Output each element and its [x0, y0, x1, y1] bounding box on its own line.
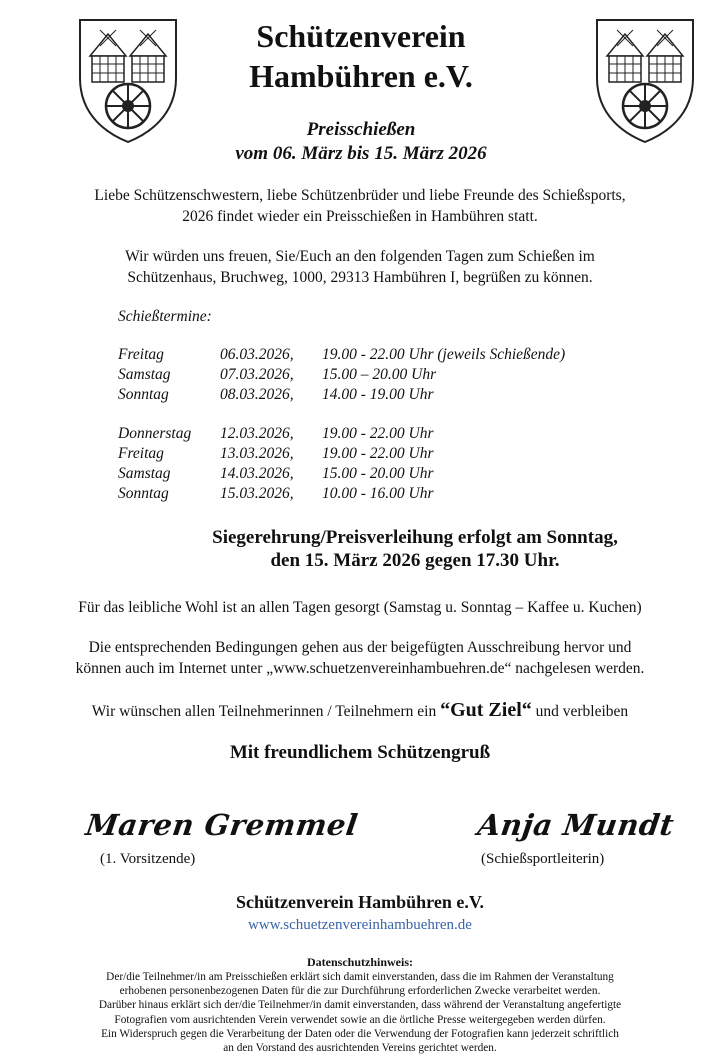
conditions-line: können auch im Internet unter „www.schuetzenvereinhambuehren.de“ nachgelesen werden. [75, 660, 645, 677]
schedule-day: Freitag [118, 346, 164, 363]
gut-ziel-highlight: “Gut Ziel“ [440, 699, 532, 721]
schedule-date: 14.03.2026, [220, 465, 294, 482]
invitation-line: Schützenhaus, Bruchweg, 1000, 29313 Hambühren I, begrüßen zu können. [127, 269, 593, 286]
schedule-time: 19.00 - 22.00 Uhr [322, 425, 434, 442]
schedule-time: 10.00 - 16.00 Uhr [322, 485, 434, 502]
invitation-line: Wir würden uns freuen, Sie/Euch an den folgenden Tagen zum Schießen im [125, 248, 595, 265]
award-line: Siegerehrung/Preisverleihung erfolgt am Sonntag, [212, 527, 618, 548]
signature-right-role: (Schießsportleiterin) [481, 851, 605, 867]
wish-line [0, 700, 720, 722]
schedule-day: Samstag [118, 366, 171, 383]
privacy-title: Datenschutzhinweis: [306, 955, 413, 969]
invitation-paragraph [0, 246, 720, 288]
conditions-paragraph [0, 637, 720, 679]
intro-line: Liebe Schützenschwestern, liebe Schützenbrüder und liebe Freunde des Schießsports, [94, 187, 626, 204]
schedule-date: 15.03.2026, [220, 485, 294, 502]
schedule-row [118, 345, 565, 365]
schedule-row [118, 385, 565, 405]
schedule-day: Sonntag [118, 386, 169, 403]
award-notice [170, 526, 660, 572]
schedule-row [118, 365, 565, 385]
catering-text: Für das leibliche Wohl ist an allen Tagen gesorgt (Samstag u. Sonntag – Kaffee u. Kuchen) [78, 599, 642, 616]
schedule-row [118, 424, 434, 444]
footer-org-name: Schützenverein Hambühren e.V. [235, 892, 485, 912]
schedule-time: 15.00 – 20.00 Uhr [322, 366, 437, 383]
title-line-2: Hambühren e.V. [249, 58, 473, 94]
schedule-date: 08.03.2026, [220, 386, 294, 403]
schedule-time: 19.00 - 22.00 Uhr [322, 445, 434, 462]
event-heading [180, 118, 542, 166]
event-dates: vom 06. März bis 15. März 2026 [235, 143, 487, 164]
schedule-row [118, 464, 434, 484]
schedule-time: 15.00 - 20.00 Uhr [322, 465, 434, 482]
schedule-date: 07.03.2026, [220, 366, 294, 383]
schedule-day: Samstag [118, 465, 171, 482]
event-name: Preisschießen [306, 119, 416, 140]
signature-left-role: (1. Vorsitzende) [100, 851, 196, 867]
wish-text: Wir wünschen allen Teilnehmerinnen / Teilnehmern ein [91, 703, 437, 720]
footer-website-link[interactable]: www.schuetzenvereinhambuehren.de [248, 917, 472, 933]
intro-paragraph [0, 185, 720, 227]
schedule-week-1 [118, 345, 565, 405]
schedule-row [118, 444, 434, 464]
conditions-line: Die entsprechenden Bedingungen gehen aus der beigefügten Ausschreibung hervor und [88, 639, 632, 656]
schedule-row [118, 484, 434, 504]
signature-right: Anja Mundt [475, 808, 677, 842]
intro-line: 2026 findet wieder ein Preisschießen in Hambühren statt. [182, 208, 538, 225]
signature-left: Maren Gremmel [83, 808, 361, 842]
schedule-day: Freitag [118, 445, 164, 462]
privacy-line: Der/die Teilnehmer/in am Preisschießen erklärt sich damit einverstanden, dass die im Rahmen der Veranstaltung [106, 971, 614, 983]
schedule-date: 13.03.2026, [220, 445, 294, 462]
schedule-heading: Schießtermine: [118, 308, 212, 325]
coat-of-arms-left [76, 16, 180, 146]
privacy-line: erhobenen personenbezogenen Daten für die zur Durchführung erforderlichen Zwecke verarbeitet werden. [119, 985, 601, 998]
schedule-date: 06.03.2026, [220, 346, 294, 363]
schedule-date: 12.03.2026, [220, 425, 294, 442]
privacy-line: Ein Widerspruch gegen die Verarbeitung der Daten oder die Verwendung der Fotografien kann jederzeit schriftlich [101, 1027, 619, 1040]
wish-text-end: und verbleiben [535, 703, 629, 720]
schedule-day: Donnerstag [118, 425, 192, 442]
schedule-time: 14.00 - 19.00 Uhr [322, 386, 434, 403]
privacy-line: Darüber hinaus erklärt sich der/die Teilnehmer/in damit einverstanden, dass während der Veranstaltung angefertigte [98, 999, 622, 1012]
privacy-line: an den Vorstand des ausrichtenden Vereins gerichtet werden. [223, 1042, 497, 1055]
privacy-line: Fotografien vom ausrichtenden Verein verwendet sowie an die örtliche Presse weitergegeben werden dürfen. [114, 1013, 606, 1026]
schedule-time: 19.00 - 22.00 Uhr (jeweils Schießende) [322, 346, 566, 363]
schedule-day: Sonntag [118, 485, 169, 502]
title-line-1: Schützenverein [256, 18, 466, 54]
coat-of-arms-right [593, 16, 697, 146]
closing-greeting: Mit freundlichem Schützengruß [229, 742, 491, 763]
page-title [180, 16, 542, 96]
schedule-week-2 [118, 424, 434, 504]
award-line: den 15. März 2026 gegen 17.30 Uhr. [270, 550, 560, 571]
privacy-body [0, 970, 720, 1055]
